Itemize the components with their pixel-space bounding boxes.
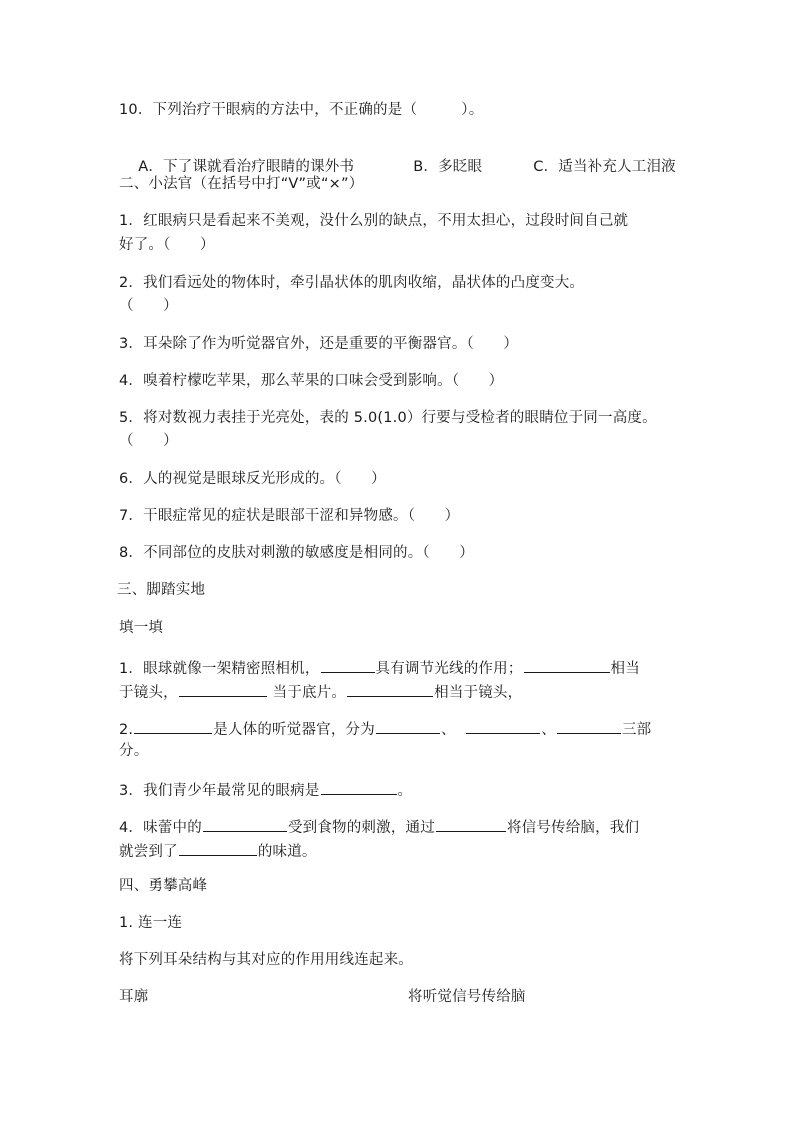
answer-blank[interactable]: [179, 839, 257, 856]
match-right-item[interactable]: 将听觉信号传给脑: [408, 989, 526, 1005]
answer-blank[interactable]: [179, 680, 267, 697]
judge-item-2a: 2．我们看远处的物体时，牵引晶状体的肌肉收缩，晶状体的凸度变大。: [119, 275, 585, 291]
match-left-item[interactable]: 耳廓: [119, 989, 149, 1005]
section4-title: 四、勇攀高峰: [119, 878, 208, 894]
fill-q4-line1: 4．味蕾中的 受到食物的刺激，通过 将信号传给脑，我们: [119, 815, 639, 838]
answer-blank[interactable]: [466, 717, 540, 734]
section4-instruction: 将下列耳朵结构与其对应的作用用线连起来。: [119, 952, 413, 968]
answer-blank[interactable]: [557, 717, 621, 734]
answer-blank[interactable]: [436, 815, 506, 832]
answer-blank[interactable]: [524, 656, 610, 673]
section4-subtitle: 1. 连一连: [119, 915, 183, 931]
q10-option-b: B．多眨眼: [413, 159, 483, 175]
judge-item-4: 4．嗅着柠檬吃苹果，那么苹果的口味会受到影响。（ ）: [119, 373, 504, 389]
judge-item-5b: （ ）: [119, 433, 178, 449]
judge-item-8: 8．不同部位的皮肤对刺激的敏感度是相同的。（ ）: [119, 545, 474, 561]
answer-blank[interactable]: [347, 680, 433, 697]
answer-blank[interactable]: [134, 717, 212, 734]
answer-blank[interactable]: [321, 656, 375, 673]
q10-stem: 10．下列治疗干眼病的方法中，不正确的是（ ）。: [119, 102, 484, 118]
judge-item-6: 6．人的视觉是眼球反光形成的。（ ）: [119, 471, 386, 487]
judge-item-1a: 1．红眼病只是看起来不美观，没什么别的缺点，不用太担心，过段时间自己就: [119, 213, 629, 229]
fill-q3: 3．我们青少年最常见的眼病是 。: [119, 778, 412, 801]
judge-item-5a: 5．将对数视力表挂于光亮处，表的 5.0(1.0）行要与受检者的眼睛位于同一高度。: [119, 410, 657, 426]
q10-option-a: A．下了课就看治疗眼睛的课外书: [138, 159, 355, 175]
answer-blank[interactable]: [203, 815, 287, 832]
fill-q1-line2: 于镜头， 当于底片。 相当于镜头，: [119, 680, 522, 703]
fill-q1-line1: 1．眼球就像一架精密照相机， 具有调节光线的作用； 相当: [119, 656, 640, 679]
section2-title: 二、小法官（在括号中打“V”或“×”）: [119, 176, 364, 192]
q10-option-c: C．适当补充人工泪液: [533, 159, 676, 175]
fill-q4-line2: 就尝到了 的味道。: [119, 839, 317, 862]
judge-item-1b: 好了。（ ）: [119, 237, 215, 253]
judge-item-7: 7．干眼症常见的症状是眼部干涩和异物感。（ ）: [119, 508, 460, 524]
answer-blank[interactable]: [376, 717, 440, 734]
judge-item-2b: （ ）: [119, 298, 178, 314]
fill-q2-line1: 2. 是人体的听觉器官，分为 、 、 三部: [119, 717, 651, 740]
section3-subtitle: 填一填: [119, 620, 164, 636]
answer-blank[interactable]: [321, 778, 397, 795]
judge-item-3: 3．耳朵除了作为听觉器官外，还是重要的平衡器官。（ ）: [119, 336, 519, 352]
fill-q2-line2: 分。: [119, 743, 149, 759]
section3-title: 三、脚踏实地: [117, 582, 206, 598]
